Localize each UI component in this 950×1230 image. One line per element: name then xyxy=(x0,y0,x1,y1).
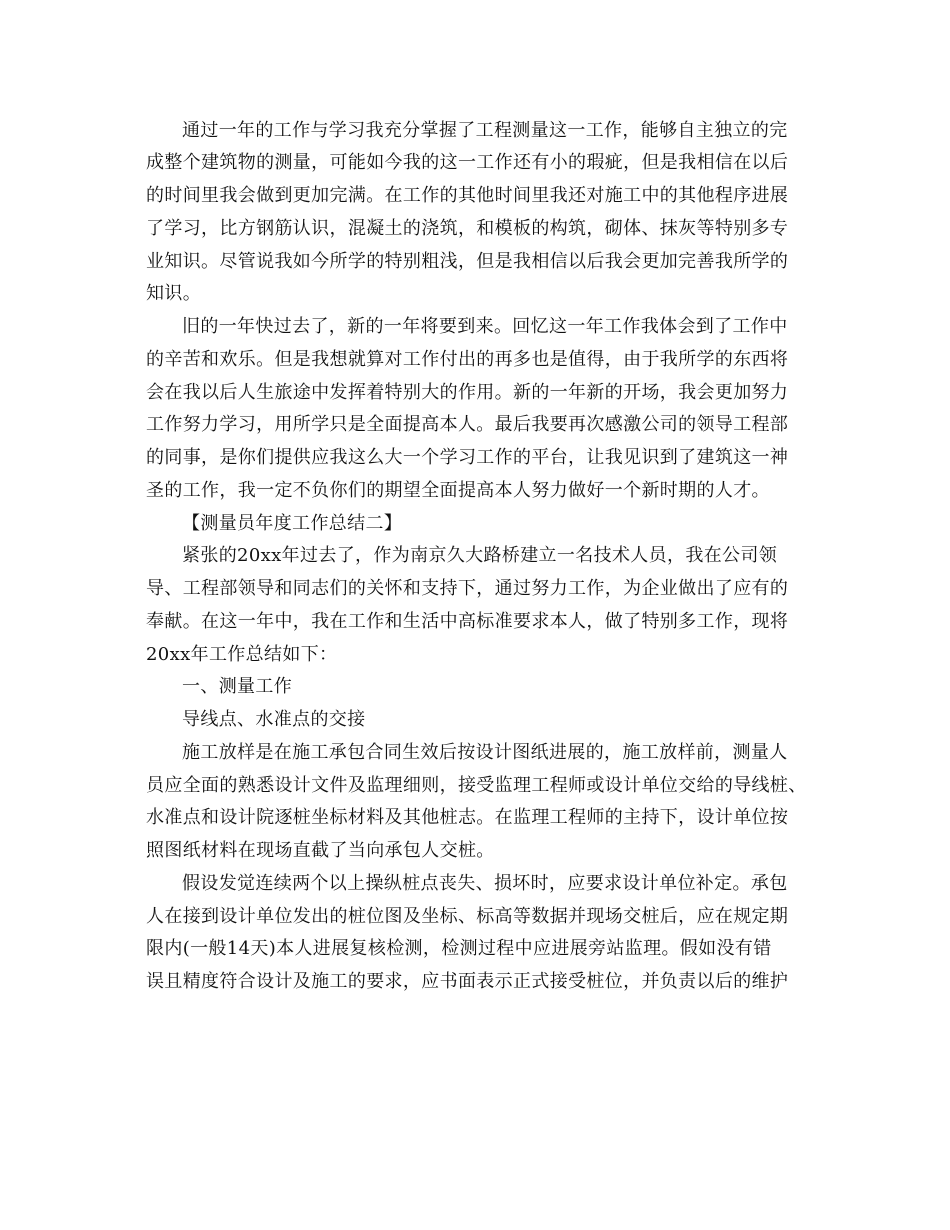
paragraph-line: 限内(一般14天)本人进展复核检测，检测过程中应进展旁站监理。假如没有错 xyxy=(146,938,772,959)
paragraph-line: 20xx年工作总结如下： xyxy=(146,644,338,665)
paragraph-line: 照图纸材料在现场直截了当向承包人交桩。 xyxy=(146,840,495,861)
paragraph-line: 成整个建筑物的测量，可能如今我的这一工作还有小的瑕疵，但是我相信在以后 xyxy=(146,152,789,173)
section-heading: 【测量员年度工作总结二】 xyxy=(182,513,403,534)
paragraph-line: 假设发觉连续两个以上操纵桩点丧失、损坏时，应要求设计单位补定。承包 xyxy=(182,873,788,894)
paragraph-line: 工作努力学习，用所学只是全面提高本人。最后我要再次感激公司的领导工程部 xyxy=(146,414,789,435)
subheading: 导线点、水准点的交接 xyxy=(182,709,366,730)
paragraph-line: 人在接到设计单位发出的桩位图及坐标、标高等数据并现场交桩后，应在规定期 xyxy=(146,906,789,927)
paragraph-line: 施工放样是在施工承包合同生效后按设计图纸进展的，施工放样前，测量人 xyxy=(182,742,788,763)
paragraph-line: 紧张的20xx年过去了，作为南京久大路桥建立一名技术人员，我在公司领 xyxy=(182,545,778,566)
paragraph-line: 通过一年的工作与学习我充分掌握了工程测量这一工作，能够自主独立的完 xyxy=(182,120,788,141)
paragraph-line: 的同事，是你们提供应我这么大一个学习工作的平台，让我见识到了建筑这一神 xyxy=(146,447,789,468)
paragraph-line: 旧的一年快过去了，新的一年将要到来。回忆这一年工作我体会到了工作中 xyxy=(182,316,788,337)
paragraph-line: 导、工程部领导和同志们的关怀和支持下，通过努力工作，为企业做出了应有的 xyxy=(146,578,789,599)
paragraph-line: 的辛苦和欢乐。但是我想就算对工作付出的再多也是值得，由于我所学的东西将 xyxy=(146,349,789,370)
paragraph-line: 员应全面的熟悉设计文件及监理细则，接受监理工程师或设计单位交给的导线桩、 xyxy=(146,775,807,796)
paragraph-line: 知识。 xyxy=(146,283,202,304)
paragraph-line: 了学习，比方钢筋认识，混凝土的浇筑，和模板的构筑，砌体、抹灰等特别多专 xyxy=(146,218,789,239)
paragraph-line: 的时间里我会做到更加完满。在工作的其他时间里我还对施工中的其他程序进展 xyxy=(146,185,789,206)
paragraph-line: 奉献。在这一年中，我在工作和生活中高标准要求本人，做了特别多工作，现将 xyxy=(146,611,789,632)
paragraph-line: 水准点和设计院逐桩坐标材料及其他桩志。在监理工程师的主持下，设计单位按 xyxy=(146,807,789,828)
paragraph-line: 误且精度符合设计及施工的要求，应书面表示正式接受桩位，并负责以后的维护 xyxy=(146,971,789,992)
paragraph-line: 业知识。尽管说我如今所学的特别粗浅，但是我相信以后我会更加完善我所学的 xyxy=(146,251,789,272)
paragraph-line: 会在我以后人生旅途中发挥着特别大的作用。新的一年新的开场，我会更加努力 xyxy=(146,382,789,403)
subheading: 一、测量工作 xyxy=(182,676,293,697)
paragraph-line: 圣的工作，我一定不负你们的期望全面提高本人努力做好一个新时期的人才。 xyxy=(146,480,770,501)
